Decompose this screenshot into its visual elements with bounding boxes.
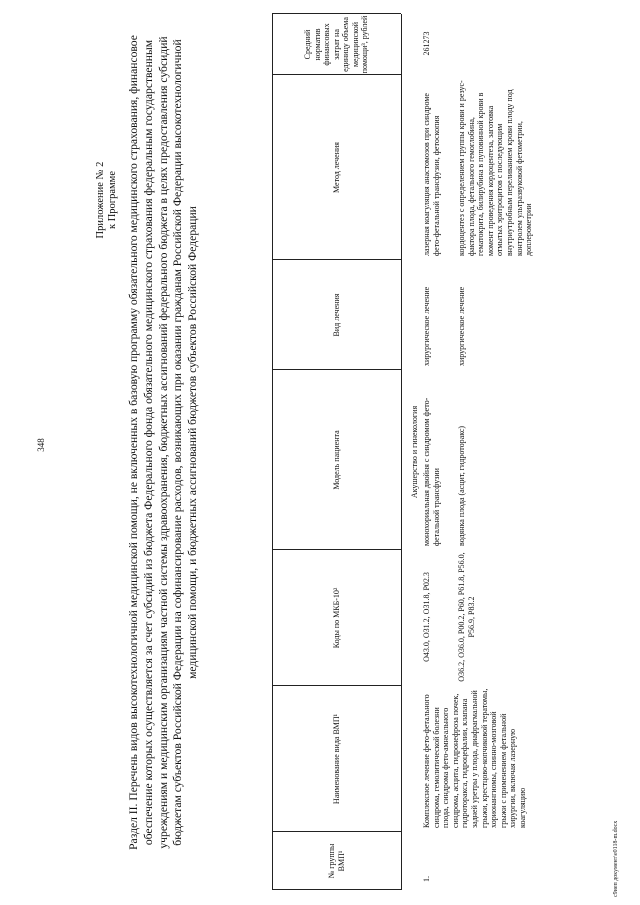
header-average-cost: Средний норматив финансовых затрат на единицу объема медицинской помощи³, рублей — [302, 15, 370, 74]
row-model-1: монохориальная двойня с синдромом фето-фетальной трансфузии — [422, 397, 441, 546]
vmp-table — [272, 14, 598, 890]
column-border-right — [272, 13, 401, 14]
header-icd-codes: Коды по МКБ-10² — [331, 587, 341, 649]
header-group-number: № группы ВМП¹ — [326, 843, 346, 879]
footnote-document-path: с9иеп документ\е0118-m.docx — [613, 820, 619, 897]
row-model-2: водянка плода (асцит, гидроторакс) — [457, 425, 466, 546]
page-number: 348 — [36, 438, 46, 452]
column-border-6 — [272, 74, 401, 75]
column-border-2 — [272, 685, 401, 686]
row-number: 1. — [422, 876, 431, 882]
section-title: Раздел II. Перечень видов высокотехнологичной медицинской помощи, не включенных в базовую программу обязательного медицинского страхования, финансовое обеспечение которых осуществляется за счет субсидий из бюджета Федерального фонда обязательного медицинского страхования федеральным государственным учреждениям и медицинским организациям частной системы здравоохранения, бюджетных ассигнований федерального бюджета в целях предоставления субсидий бюджетам субъектов Российской Федерации на софинансирование расходов, возникающих при оказании гражданам Российской Федерации высокотехнологичной медицинской помощи, и бюджетных ассигнований бюджетов субъектов Российской Федерации — [127, 35, 200, 850]
row-type-2: хирургическое лечение — [457, 286, 466, 366]
column-border-4 — [272, 369, 401, 370]
section-row-title: Акушерство и гинекология — [410, 405, 419, 499]
column-border-5 — [272, 259, 401, 260]
row-method-2: кордоцентез с определением группы крови и резус-фактора плода, фетального гемоглобина, гематокрита, билирубина в пуповинной крови в момент проведения кордоцентеза, заготовка отмытых эритроцитов с последующим внутриутробным переливанием крови плоду под контролем ультразвуковой фетометрии, доплерометрии — [457, 80, 534, 256]
column-border-1 — [272, 831, 401, 832]
table-header-bottom-border — [401, 14, 402, 890]
column-border-3 — [272, 549, 401, 550]
row-codes-2: O36.2, O36.0, P00.2, P60, P61.8, P56.0, P56.9, P83.2 — [457, 552, 476, 682]
header-treatment-type: Вид лечения — [331, 293, 341, 337]
table-top-border — [272, 14, 273, 890]
appendix-note — [95, 115, 119, 285]
row-vmp-name: Комплексное лечение фето-фетального синдрома, гемолитической болезни плода, синдрома фето-амнеального синдрома, асцита, гидронефроза почек, гидроторакса, гидроцефалии, клапана задней уретры у плода, диафрагмальной грыжи, крестцово-копчиковой тератомы, хорионангиомы, спинно-мозговой грыжи с применением фетальной хирургии, включая лазерную коагуляцию — [422, 688, 527, 828]
header-treatment-method: Метод лечения — [331, 142, 341, 193]
row-type-1: хирургическое лечение — [422, 286, 431, 366]
appendix-line-1: Приложение № 2 — [95, 161, 106, 239]
row-average-cost: 261273 — [422, 31, 431, 56]
header-patient-model: Модель пациента — [331, 430, 341, 490]
appendix-line-2: к Программе — [107, 171, 118, 229]
row-method-1: лазерная коагуляция анастомозов при синдроме фето-фетальной трансфузии, фетоскопия — [422, 93, 441, 256]
column-border-left — [272, 889, 401, 890]
header-vmp-name: Наименование вида ВМП¹ — [331, 713, 341, 805]
row-codes-1: O43.0, O31.2, O31.8, P02.3 — [422, 572, 431, 662]
